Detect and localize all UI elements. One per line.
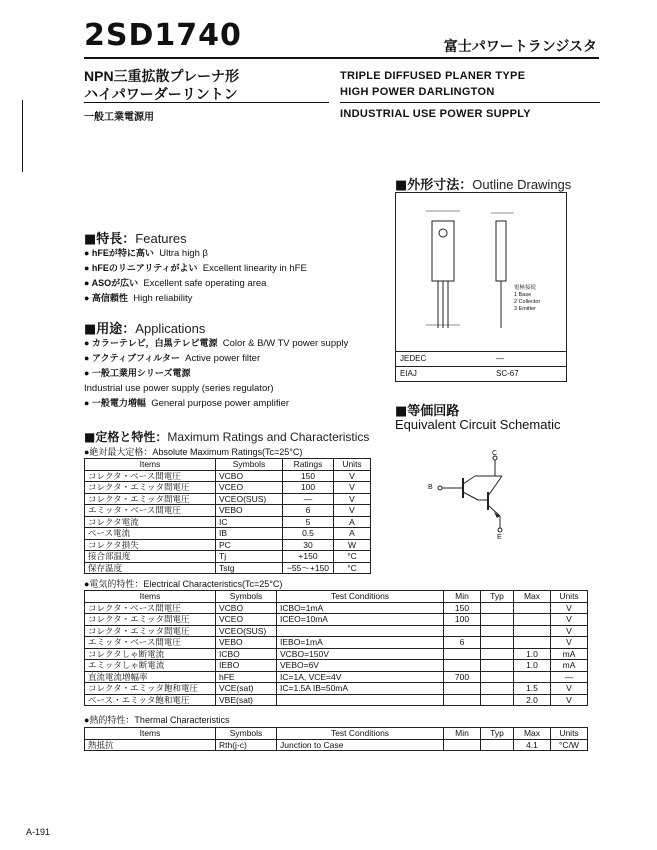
table-row: エミッタ・ベース間電圧 VEBO IEBO=1mA 6 V	[85, 637, 588, 649]
col-symbols: Symbols	[216, 459, 283, 471]
electrical-table	[84, 590, 588, 706]
table-row: エミッタしゃ断電流 IEBO VEBO=6V 1.0 mA	[85, 660, 588, 672]
application-item: ● 一般電力増幅 General purpose power amplifier	[84, 398, 290, 409]
features-heading: ■特長：Features	[84, 231, 187, 247]
application-item: Industrial use power supply (series regulator)	[84, 383, 274, 394]
table-row: 接合部温度 Tj +150 °C	[85, 551, 371, 563]
equivalent-heading-en: Equivalent Circuit Schematic	[395, 417, 561, 432]
title-jp-3: 一般工業電源用	[84, 112, 154, 123]
eiaj-label: EIAJ	[400, 369, 417, 378]
table-row: ベース・エミッタ飽和電圧 VBE(sat) 2.0 V	[85, 694, 588, 706]
jedec-label: JEDEC	[400, 354, 427, 363]
maker-label: 富士パワートランジスタ	[443, 38, 597, 54]
application-item: ● 一般工業用シリーズ電源	[84, 368, 191, 378]
ratings-heading: ■定格と特性：Maximum Ratings and Characteristics	[84, 430, 370, 444]
table-row: コレクタ・ベース間電圧 VCBO ICBO=1mA 150 V	[85, 602, 588, 614]
table-row: 保存温度 Tstg −55〜+150 °C	[85, 562, 371, 574]
application-item: ● カラーテレビ，白黒テレビ電源 Color & B/W TV power supply	[84, 338, 349, 349]
title-jp-2: ハイパワーダーリントン	[84, 86, 238, 102]
table-row: ベース電流 IB 0.5 A	[85, 528, 371, 540]
table-row: コレクタ電流 IC 5 A	[85, 516, 371, 528]
applications-list	[84, 336, 384, 411]
title-rule-right	[340, 102, 600, 103]
feature-item: ● hFEが特に高い Ultra high β	[84, 248, 208, 259]
circuit-e-label: E	[497, 534, 502, 541]
application-item: ● アクティブフィルター Active power filter	[84, 353, 261, 364]
title-en-1: TRIPLE DIFFUSED PLANER TYPE	[340, 70, 526, 82]
col-ratings: Ratings	[283, 459, 334, 471]
circuit-schematic	[430, 448, 550, 548]
table-row: コレクタ損失 PC 30 W	[85, 539, 371, 551]
margin-mark	[22, 100, 23, 172]
part-number: 2SD1740	[84, 18, 242, 53]
table-row: コレクタ・エミッタ間電圧 VCEO 100 V	[85, 482, 371, 494]
page-number: A-191	[26, 827, 51, 837]
header-rule	[84, 57, 599, 59]
pin-legend-2: 2 Collector	[514, 299, 541, 305]
applications-heading: ■用途：Applications	[84, 321, 206, 337]
table-header-row	[85, 459, 371, 471]
features-list	[84, 246, 384, 306]
table-row: 熱抵抗 Rth(j-c) Junction to Case 4.1 °C/W	[85, 739, 588, 751]
equivalent-heading-jp: ■等価回路	[395, 404, 460, 419]
title-rule-left	[84, 102, 329, 103]
table-row: エミッタ・ベース間電圧 VEBO 6 V	[85, 505, 371, 517]
feature-item: ● 高信頼性 High reliability	[84, 293, 193, 304]
title-jp-1: NPN三重拡散プレーナ形	[84, 68, 239, 84]
col-items: Items	[85, 459, 216, 471]
col-units: Units	[334, 459, 371, 471]
feature-item: ● hFEのリニアリティがよい Excellent linearity in hFE	[84, 263, 307, 274]
thermal-sub: ●熱的特性：Thermal Characteristics	[84, 715, 230, 725]
thermal-table	[84, 727, 588, 751]
package-drawing	[396, 193, 566, 351]
table-row: コレクタ・ベース間電圧 VCBO 150 V	[85, 470, 371, 482]
pin-legend-3: 3 Emitter	[514, 306, 537, 312]
eiaj-value: SC-67	[496, 369, 519, 378]
table-header-row: Items Symbols Test Conditions Min Typ Max Units	[85, 591, 588, 603]
table-row: コレクタ・エミッタ間電圧 VCEO ICEO=10mA 100 V	[85, 614, 588, 626]
circuit-b-label: B	[428, 484, 433, 491]
outline-heading: ■外形寸法：Outline Drawings	[395, 177, 572, 193]
feature-item: ● ASOが広い Excellent safe operating area	[84, 278, 267, 289]
jedec-value: —	[496, 354, 504, 363]
outline-drawing-box	[395, 192, 567, 382]
title-en-3: INDUSTRIAL USE POWER SUPPLY	[340, 108, 531, 120]
table-row: コレクタ・エミッタ間電圧 VCEO(SUS) — V	[85, 493, 371, 505]
table-row: 直流電流増幅率 hFE IC=1A, VCE=4V 700 —	[85, 671, 588, 683]
table-row: コレクタ・エミッタ間電圧 VCEO(SUS) V	[85, 625, 588, 637]
ratings-sub: ●絶対最大定格：Absolute Maximum Ratings(Tc=25°C)	[84, 447, 303, 457]
table-row: コレクタ・エミッタ飽和電圧 VCE(sat) IC=1.5A IB=50mA 1.5 V	[85, 683, 588, 695]
max-ratings-table	[84, 458, 371, 574]
table-header-row: Items Symbols Test Conditions Min Typ Max Units	[85, 728, 588, 740]
circuit-c-label: C	[492, 450, 498, 457]
electrical-sub: ●電気的特性：Electrical Characteristics(Tc=25°C)	[84, 579, 283, 589]
pin-legend-1: 1 Base	[514, 292, 532, 298]
table-row: コレクタしゃ断電流 ICBO VCBO=150V 1.0 mA	[85, 648, 588, 660]
pin-legend-0: 電極接続	[514, 285, 537, 291]
title-en-2: HIGH POWER DARLINGTON	[340, 86, 495, 98]
